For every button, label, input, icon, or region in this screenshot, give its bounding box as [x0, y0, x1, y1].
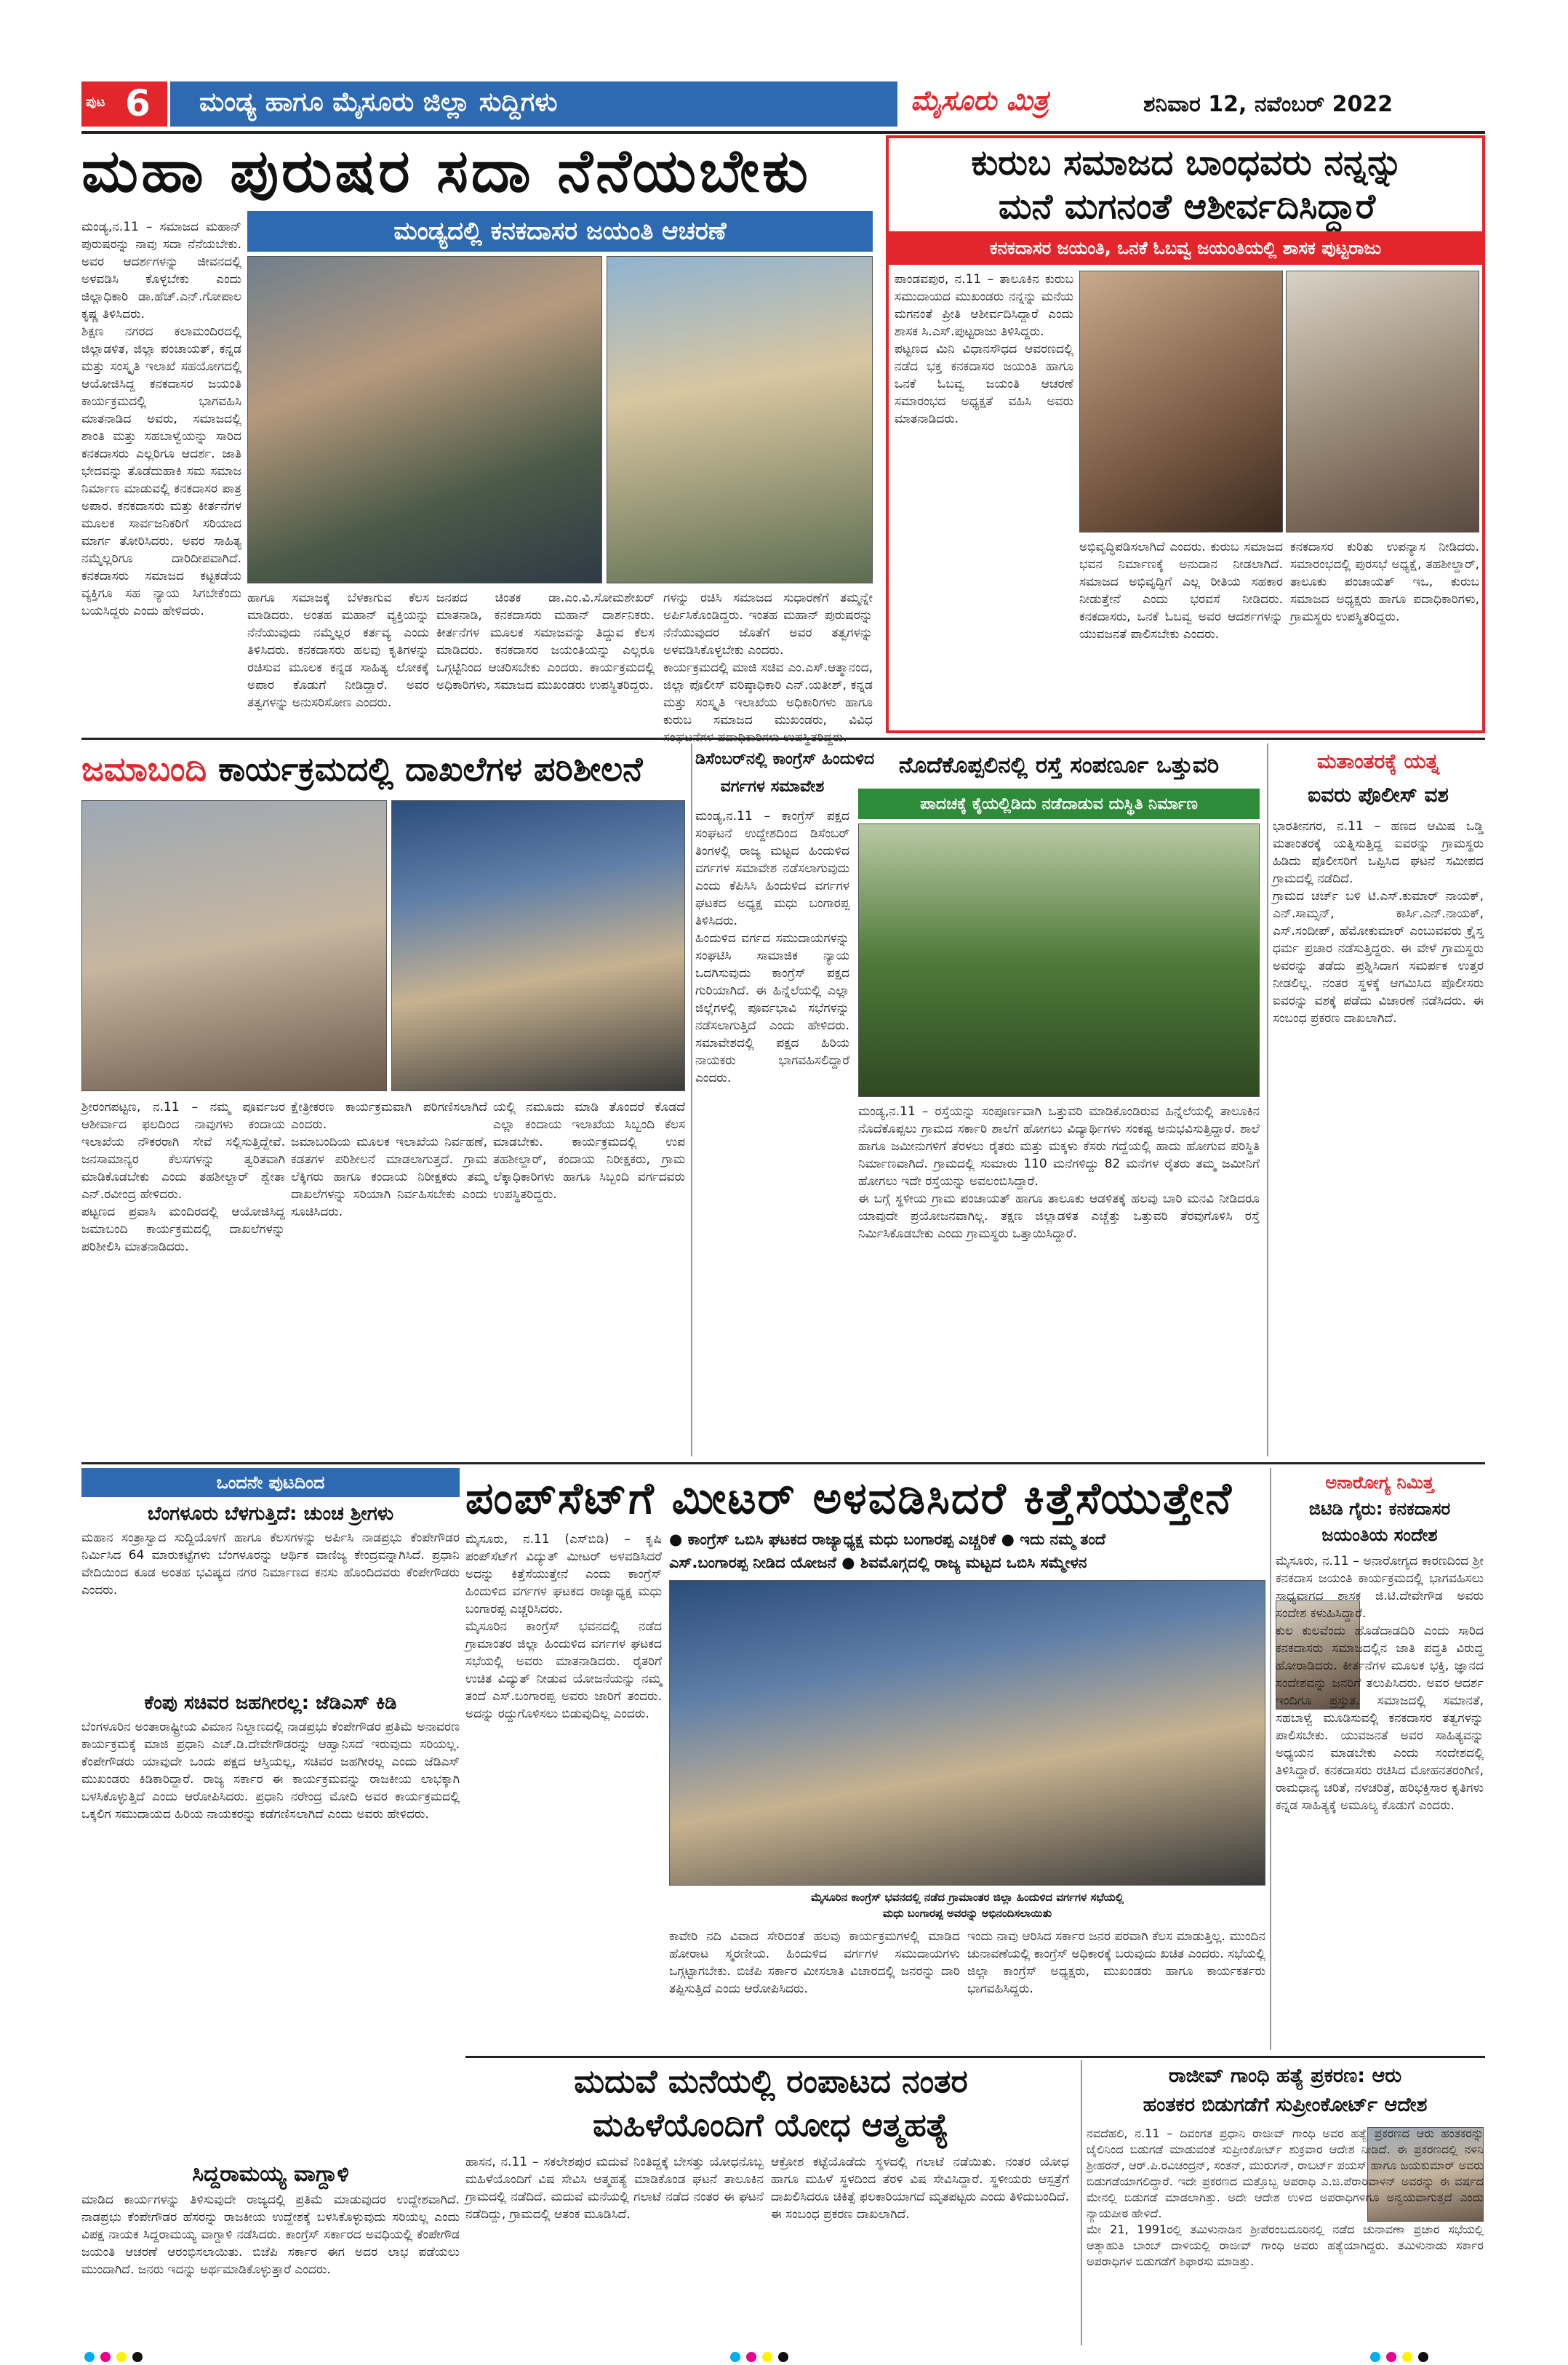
story1-photo-left — [247, 256, 602, 583]
story8-headline-line3: ಜಯಂತಿಯ ಸಂದೇಶ — [1321, 1525, 1438, 1545]
story4-body: ಮಂಡ್ಯ,ನ.11 – ಕಾಂಗ್ರೆಸ್ ಪಕ್ಷದ ಸಂಘಟನೆ ಉದ್ದೇಶದಿಂದ ಡಿಸೆಂಬರ್ ತಿಂಗಳಲ್ಲಿ ರಾಜ್ಯ ಮಟ್ಟದ ಹಿಂದುಳಿದ ವರ್ಗಗಳ ಸಮಾವೇಶ ನಡೆಸಲಾಗುವುದು ಎಂದು ಕೆಪಿಸಿಸಿ ಹಿಂದುಳಿದ ವರ್ಗಗಳ ಘಟಕದ ಅಧ್ಯಕ್ಷ ಮಧು ಬಂಗಾರಪ್ಪ ತಿಳಿಸಿದರು. ಹಿಂದುಳಿದ ವರ್ಗದ ಸಮುದಾಯಗಳನ್ನು ಸಂಘಟಿಸಿ ಸಾಮಾಜಿಕ ನ್ಯಾಯ ಒದಗಿಸುವುದು ಕಾಂಗ್ರೆಸ್ ಪಕ್ಷದ ಗುರಿಯಾಗಿದೆ. ಈ ಹಿನ್ನೆಲೆಯಲ್ಲಿ ಎಲ್ಲಾ ಜಿಲ್ಲೆಗಳಲ್ಲಿ ಪೂರ್ವಭಾವಿ ಸಭೆಗಳನ್ನು ನಡೆಸಲಾಗುತ್ತಿದೆ ಎಂದು ಹೇಳಿದರು. ಸಮಾವೇಶದಲ್ಲಿ ಪಕ್ಷದ ಹಿರಿಯ ನಾಯಕರು ಭಾಗವಹಿಸಲಿದ್ದಾರೆ ಎಂದರು. — [695, 809, 849, 1085]
story10-body: ನವದೆಹಲಿ, ನ.11 – ದಿವಂಗತ ಪ್ರಧಾನಿ ರಾಜೀವ್ ಗಾಂಧಿ ಅವರ ಹತ್ಯೆ ಪ್ರಕರಣದ ಆರು ಹಂತಕರನ್ನು ಜೈಲಿನಿಂದ ಬಿಡುಗಡೆ ಮಾಡುವಂತೆ ಸುಪ್ರೀಂಕೋರ್ಟ್ ಶುಕ್ರವಾರ ಆದೇಶ ನೀಡಿದೆ. ಈ ಪ್ರಕರಣದಲ್ಲಿ ನಳಿನಿ ಶ್ರೀಹರನ್, ಆರ್.ಪಿ.ರವಿಚಂದ್ರನ್, ಸಂತನ್, ಮುರುಗನ್, ರಾಬರ್ಟ್ ಪಯಸ್ ಹಾಗೂ ಜಯಕುಮಾರ್ ಅವರು ಬಿಡುಗಡೆಯಾಗಲಿದ್ದಾರೆ. ಇದೇ ಪ್ರಕರಣದ ಮತ್ತೊಬ್ಬ ಅಪರಾಧಿ ಎ.ಜಿ.ಪೆರಾರಿವಾಳನ್ ಅವರನ್ನು ಈ ವರ್ಷದ ಮೇನಲ್ಲಿ ಬಿಡುಗಡೆ ಮಾಡಲಾಗಿತ್ತು. ಅದೇ ಆದೇಶ ಉಳಿದ ಅಪರಾಧಿಗಳಿಗೂ ಅನ್ವಯವಾಗುತ್ತದೆ ಎಂದು ನ್ಯಾಯಪೀಠ ಹೇಳಿದೆ. ಮೇ 21, 1991ರಲ್ಲಿ ತಮಿಳುನಾಡಿನ ಶ್ರೀಪೆರಂಬದೂರಿನಲ್ಲಿ ನಡೆದ ಚುನಾವಣಾ ಪ್ರಚಾರ ಸಭೆಯಲ್ಲಿ ಆತ್ಮಾಹುತಿ ಬಾಂಬ್ ದಾಳಿಯಲ್ಲಿ ರಾಜೀವ್ ಗಾಂಧಿ ಅವರು ಹತ್ಯೆಯಾಗಿದ್ದರು. ತಮಿಳುನಾಡು ಸರ್ಕಾರ ಅಪರಾಧಿಗಳ ಬಿಡುಗಡೆಗೆ ಶಿಫಾರಸು ಮಾಡಿತ್ತು. — [1087, 2126, 1484, 2268]
story2-col2: ಅಭಿವೃದ್ಧಿಪಡಿಸಲಾಗಿದೆ ಎಂದರು. ಕುರುಬ ಸಮಾಜದ ಭವನ ನಿರ್ಮಾಣಕ್ಕೆ ಅನುದಾನ ನೀಡಲಾಗಿದೆ. ಸಮಾಜದ ಅಭಿವೃದ್ಧಿಗೆ ಎಲ್ಲ ರೀತಿಯ ಸಹಕಾರ ನೀಡುತ್ತೇನೆ ಎಂದು ಭರವಸೆ ನೀಡಿದರು. ಕನಕದಾಸರು, ಒನಕೆ ಓಬವ್ವ ಅವರ ಆದರ್ಶಗಳನ್ನು ಯುವಜನತೆ ಪಾಲಿಸಬೇಕು ಎಂದರು. — [1079, 540, 1287, 642]
story9-col2: ಆಕ್ರೋಶ ಕಟ್ಟೆಯೊಡೆದು ಸ್ಥಳದಲ್ಲಿ ಗಲಾಟೆ ನಡೆಯಿತು. ನಂತರ ಯೋಧ ಹಾಗೂ ಮಹಿಳೆ ಸ್ಥಳದಿಂದ ತೆರಳಿ ವಿಷ ಸೇವಿಸಿದ್ದಾರೆ. ಸ್ಥಳೀಯರು ಆಸ್ಪತ್ರೆಗೆ ದಾಖಲಿಸಿದರೂ ಚಿಕಿತ್ಸೆ ಫಲಕಾರಿಯಾಗದೆ ಮೃತಪಟ್ಟರು ಎಂದು ತಿಳಿದುಬಂದಿದೆ. ಈ ಸಂಬಂಧ ಪ್ರಕರಣ ದಾಖಲಾಗಿದೆ. — [771, 2155, 1073, 2222]
story1-col3: ಜನಪದ ಚಿಂತಕ ಡಾ.ಎಂ.ವಿ.ಸೋಮಶೇಖರ್ ಮಾತನಾಡಿ, ಕನಕದಾಸರು ಮಹಾನ್ ದಾರ್ಶನಿಕರು. ಕೀರ್ತನೆಗಳ ಮೂಲಕ ಸಮಾಜವನ್ನು ತಿದ್ದುವ ಕೆಲಸ ಮಾಡಿದರು. ಕನಕದಾಸರ ಜಯಂತಿಯನ್ನು ಎಲ್ಲರೂ ಒಗ್ಗಟ್ಟಿನಿಂದ ಆಚರಿಸಬೇಕು ಎಂದರು. ಕಾರ್ಯಕ್ರಮದಲ್ಲಿ ಅಧಿಕಾರಿಗಳು, ಸಮಾಜದ ಮುಖಂಡರು ಉಪಸ್ಥಿತರಿದ್ದರು. — [436, 591, 659, 693]
story3-headline — [81, 743, 692, 794]
issue-date: ಶನಿವಾರ 12, ನವೆಂಬರ್ 2022 — [1143, 92, 1393, 117]
story7-col1: ಮೈಸೂರು, ನ.11 (ಎಸ್‌ಬಿಡಿ) – ಕೃಷಿ ಪಂಪ್‌ಸೆಟ್‌ಗೆ ವಿದ್ಯುತ್ ಮೀಟರ್ ಅಳವಡಿಸಿದರೆ ಅದನ್ನು ಕಿತ್ತೆಸೆಯುತ್ತೇನೆ ಎಂದು ಕಾಂಗ್ರೆಸ್ ಹಿಂದುಳಿದ ವರ್ಗಗಳ ಘಟಕದ ರಾಜ್ಯಾಧ್ಯಕ್ಷ ಮಧು ಬಂಗಾರಪ್ಪ ಎಚ್ಚರಿಸಿದರು. ಮೈಸೂರಿನ ಕಾಂಗ್ರೆಸ್ ಭವನದಲ್ಲಿ ನಡೆದ ಗ್ರಾಮಾಂತರ ಜಿಲ್ಲಾ ಹಿಂದುಳಿದ ವರ್ಗಗಳ ಘಟಕದ ಸಭೆಯಲ್ಲಿ ಅವರು ಮಾತನಾಡಿದರು. ರೈತರಿಗೆ ಉಚಿತ ವಿದ್ಯುತ್ ನೀಡುವ ಯೋಜನೆಯನ್ನು ನಮ್ಮ ತಂದೆ ಎಸ್.ಬಂಗಾರಪ್ಪ ಅವರು ಜಾರಿಗೆ ತಂದರು. ಅದನ್ನು ರದ್ದುಗೊಳಿಸಲು ಬಿಡುವುದಿಲ್ಲ ಎಂದರು. — [465, 1532, 662, 1721]
story4-headline-line2: ವರ್ಗಗಳ ಸಮಾವೇಶ — [720, 778, 825, 796]
story1-col4-text: ಗಳನ್ನು ರಚಿಸಿ ಸಮಾಜದ ಸುಧಾರಣೆಗೆ ತಮ್ಮನ್ನೇ ಅರ್ಪಿಸಿಕೊಂಡಿದ್ದರು. ಇಂತಹ ಮಹಾನ್ ಪುರುಷರನ್ನು ನೆನೆಯುವುದರ ಜೊತೆಗೆ ಅವರ ತತ್ವಗಳನ್ನು ಅಳವಡಿಸಿಕೊಳ್ಳಬೇಕು ಎಂದರು. ಕಾರ್ಯಕ್ರಮದಲ್ಲಿ ಮಾಜಿ ಸಚಿವ ಎಂ.ಎಸ್.ಆತ್ಮಾನಂದ, ಜಿಲ್ಲಾ ಪೊಲೀಸ್ ವರಿಷ್ಠಾಧಿಕಾರಿ ಎನ್.ಯತೀಶ್, ಕನ್ನಡ ಮತ್ತು ಸಂಸ್ಕೃತಿ ಇಲಾಖೆಯ ಅಧಿಕಾರಿಗಳು ಹಾಗೂ ಕುರುಬ ಸಮಾಜದ ಮುಖಂಡರು, ವಿವಿಧ — [663, 591, 873, 727]
story9-col1: ಹಾಸನ, ನ.11 – ಸಕಲೇಶಪುರ ಮದುವೆ ನಿಂತಿದ್ದಕ್ಕೆ ಬೇಸತ್ತು ಯೋಧನೊಬ್ಬ ಮಹಿಳೆಯೊಂದಿಗೆ ವಿಷ ಸೇವಿಸಿ ಆತ್ಮಹತ್ಯೆ ಮಾಡಿಕೊಂಡ ಘಟನೆ ತಾಲೂಕಿನ ಗ್ರಾಮದಲ್ಲಿ ನಡೆದಿದೆ. ಮದುವೆ ಮನೆಯಲ್ಲಿ ಗಲಾಟೆ ನಡೆದ ನಂತರ ಈ ಘಟನೆ ನಡೆದಿದ್ದು, ಗ್ರಾಮದಲ್ಲಿ ಆತಂಕ ಮೂಡಿಸಿದೆ. — [465, 2155, 768, 2222]
story1-col1: ಮಂಡ್ಯ,ನ.11 – ಸಮಾಜದ ಮಹಾನ್ ಪುರುಷರನ್ನು ನಾವು ಸದಾ ನೆನೆಯಬೇಕು. ಅವರ ಆದರ್ಶಗಳನ್ನು ಜೀವನದಲ್ಲಿ ಅಳವಡಿಸಿ ಕೊಳ್ಳಬೇಕು ಎಂದು ಜಿಲ್ಲಾಧಿಕಾರಿ ಡಾ.ಹೆಚ್.ಎನ್.ಗೋಪಾಲ ಕೃಷ್ಣ ತಿಳಿಸಿದರು. ಶಿಕ್ಷಣ ನಗರದ ಕಲಾಮಂದಿರದಲ್ಲಿ ಜಿಲ್ಲಾಡಳಿತ, ಜಿಲ್ಲಾ ಪಂಚಾಯತ್, ಕನ್ನಡ ಮತ್ತು ಸಂಸ್ಕೃತಿ ಇಲಾಖೆ ಸಹಯೋಗದಲ್ಲಿ ಆಯೋಜಿಸಿದ್ದ ಕನಕದಾಸರ ಜಯಂತಿ ಕಾರ್ಯಕ್ರಮದಲ್ಲಿ ಭಾಗವಹಿಸಿ ಮಾತನಾಡಿದ ಅವರು, ಸಮಾಜದಲ್ಲಿ ಶಾಂತಿ ಮತ್ತು ಸಹಬಾಳ್ವೆಯನ್ನು ಸಾರಿದ ಕನಕದಾಸರು ಎಲ್ಲರಿಗೂ ಆದರ್ಶ. ಜಾತಿ ಭೇದವನ್ನು ತೊಡೆದುಹಾಕಿ ಸಮ ಸಮಾಜ ನಿರ್ಮಾಣ ಮಾಡುವಲ್ಲಿ ಕನಕದಾಸರ ಪಾತ್ರ ಅಪಾರ. ಕನಕದಾಸರು ಮತ್ತು ಕೀರ್ತನೆಗಳ ಮೂಲಕ ಸಾರ್ವಜನಿಕರಿಗೆ ಸರಿಯಾದ ಮಾರ್ಗ ತೋರಿಸಿದರು. ಅವರ ಸಾಹಿತ್ಯ ನಮ್ಮೆಲ್ಲರಿಗೂ ದಾರಿದೀಪವಾಗಿದೆ. ಕನಕದಾಸರು ಸಮಾಜದ ಕಟ್ಟಕಡೆಯ ವ್ಯಕ್ತಿಗೂ ಸಹ ನ್ಯಾಯ ಸಿಗಬೇಕೆಂದು ಬಯಸಿದ್ದರು ಎಂದು ಹೇಳಿದರು. — [81, 220, 241, 618]
paper-name-logo — [911, 84, 1129, 124]
story8-body: ಮೈಸೂರು, ನ.11 – ಅನಾರೋಗ್ಯದ ಕಾರಣದಿಂದ ಶ್ರೀ ಕನಕದಾಸ ಜಯಂತಿ ಕಾರ್ಯಕ್ರಮದಲ್ಲಿ ಭಾಗವಹಿಸಲು ಸಾಧ್ಯವಾಗದ ಶಾಸಕ ಜಿ.ಟಿ.ದೇವೇಗೌಡ ಅವರು ಸಂದೇಶ ಕಳುಹಿಸಿದ್ದಾರೆ. ಕುಲ ಕುಲವೆಂದು ಹೊಡೆದಾಡದಿರಿ ಎಂದು ಸಾರಿದ ಕನಕದಾಸರು ಸಮಾಜದಲ್ಲಿನ ಜಾತಿ ಪದ್ಧತಿ ವಿರುದ್ಧ ಹೋರಾಡಿದರು. ಕೀರ್ತನೆಗಳ ಮೂಲಕ ಭಕ್ತಿ, ಜ್ಞಾನದ ಸಂದೇಶವನ್ನು ಜನರಿಗೆ ತಲುಪಿಸಿದರು. ಅವರ ಆದರ್ಶ ಇಂದಿಗೂ ಪ್ರಸ್ತುತ. ಸಮಾಜದಲ್ಲಿ ಸಮಾನತೆ, ಸಹಬಾಳ್ವೆ ಮೂಡಿಸುವಲ್ಲಿ ಕನಕದಾಸರ ತತ್ವಗಳನ್ನು ಪಾಲಿಸಬೇಕು. ಯುವಜನತೆ ಅವರ ಸಾಹಿತ್ಯವನ್ನು ಅಧ್ಯಯನ ಮಾಡಬೇಕು ಎಂದು ಸಂದೇಶದಲ್ಲಿ ತಿಳಿಸಿದ್ದಾರೆ. ಕನಕದಾಸರು ರಚಿಸಿದ ಮೋಹನತರಂಗಿಣಿ, ರಾಮಧಾನ್ಯ ಚರಿತೆ, ನಳಚರಿತ್ರೆ, ಹರಿಭಕ್ತಿಸಾರ ಕೃತಿಗಳು ಕನ್ನಡ ಸಾಹಿತ್ಯಕ್ಕೆ ಅಮೂಲ್ಯ ಕೊಡುಗೆ ಎಂದರು. — [1276, 1554, 1484, 1813]
story7-deck2: ಎಸ್.ಬಂಗಾರಪ್ಪ ನೀಡಿದ ಯೋಜನೆ ● ಶಿವಮೊಗ್ಗದಲ್ಲಿ ರಾಜ್ಯ ಮಟ್ಟದ ಒಬಿಸಿ ಸಮ್ಮೇಳನ — [669, 1554, 1087, 1571]
story10-headline-line2: ಹಂತಕರ ಬಿಡುಗಡೆಗೆ ಸುಪ್ರೀಂಕೋರ್ಟ್ ಆದೇಶ — [1143, 2094, 1428, 2116]
story3-col1: ಶ್ರೀರಂಗಪಟ್ಟಣ, ನ.11 – ನಮ್ಮ ಪೂರ್ವಜರ ಆಶೀರ್ವಾದ ಫಲದಿಂದ ನಾವುಗಳು ಕಂದಾಯ ಇಲಾಖೆಯ ನೌಕರರಾಗಿ ಸೇವೆ ಸಲ್ಲಿಸುತ್ತಿದ್ದೇವೆ. ಜನಸಾಮಾನ್ಯರ ಕೆಲಸಗಳನ್ನು ತ್ವರಿತವಾಗಿ ಮಾಡಿಕೊಡಬೇಕು ಎಂದು ತಹಶೀಲ್ದಾರ್ ಶ್ವೇತಾ ಎನ್.ರವೀಂದ್ರ ಹೇಳಿದರು. ಪಟ್ಟಣದ ಪ್ರವಾಸಿ ಮಂದಿರದಲ್ಲಿ ಆಯೋಜಿಸಿದ್ದ ಜಮಾಬಂದಿ ಕಾರ್ಯಕ್ರಮದಲ್ಲಿ ದಾಖಲೆಗಳನ್ನು ಪರಿಶೀಲಿಸಿ ಮಾತನಾಡಿದರು. — [81, 1100, 285, 1254]
story4-headline-line1: ಡಿಸೆಂಬರ್‌ನಲ್ಲಿ ಕಾಂಗ್ರೆಸ್ ಹಿಂದುಳಿದ — [695, 750, 875, 768]
registration-marks-center — [727, 2351, 873, 2363]
story3-headline-red: ಜಮಾಬಂದಿ — [81, 749, 207, 789]
story1-band: ಮಂಡ್ಯದಲ್ಲಿ ಕನಕದಾಸರ ಜಯಂತಿ ಆಚರಣೆ — [247, 211, 873, 252]
story2-box — [886, 135, 1485, 733]
story9-headline-line2: ಮಹಿಳೆಯೊಂದಿಗೆ ಯೋಧ ಆತ್ಮಹತ್ಯೆ — [593, 2107, 949, 2144]
story7-photo — [669, 1580, 1265, 1886]
continued-t1: ಮಹಾನ ಸಂತ್ರಾಸ್ವಾದ ಸುದ್ದಿಯೊಳಗೆ ಹಾಗೂ ಕೆಲಸಗಳನ್ನು ಅರ್ಪಿಸಿ ನಾಡಪ್ರಭು ಕೆಂಪೇಗೌಡರ ನಿರ್ಮಿಸಿದ 64 ಮಾರುಕಟ್ಟೆಗಳು ಬೆಂಗಳೂರನ್ನು ಆರ್ಥಿಕ ವಾಣಿಜ್ಯ ಕೇಂದ್ರವನ್ನಾಗಿಸಿದೆ. ಪ್ರಧಾನಿ ವೇದಿಯಿಂದ ಕೂಡ ಅಂತಹ ಭವಿಷ್ಯದ ನಗರ ನಿರ್ಮಾಣದ ಕನಸು ಹೊಂದಿದವರು ಕೆಂಪೇಗೌಡರು ಎಂದರು. — [81, 1531, 464, 1598]
story1-headline: ಮಹಾ ಪುರುಷರ ಸದಾ ನೆನೆಯಬೇಕು — [81, 137, 812, 206]
story5-headline: ನೊದೆಕೊಪ್ಪಲಿನಲ್ಲಿ ರಸ್ತೆ ಸಂಪರ್ಣೂ ಒತ್ತುವರಿ — [898, 752, 1220, 778]
registration-marks-right — [1367, 2351, 1513, 2363]
story9-headline-line1: ಮದುವೆ ಮನೆಯಲ್ಲಿ ರಂಪಾಟದ ನಂತರ — [574, 2063, 968, 2100]
story5-photo — [858, 823, 1260, 1097]
story3-col2: ಕ್ಷೇತ್ರೀಕರಣ ಕಾರ್ಯಕ್ರಮವಾಗಿ ಪರಿಗಣಿಸಲಾಗಿದೆ ಎಂದರು. ಜಮಾಬಂದಿಯ ಮೂಲಕ ಇಲಾಖೆಯ ನಿರ್ವಹಣೆ, ಕಡತಗಳ ಪರಿಶೀಲನೆ ಮಾಡಲಾಗುತ್ತದೆ. ಗ್ರಾಮ ಲೆಕ್ಕಿಗರು ಹಾಗೂ ಕಂದಾಯ ನಿರೀಕ್ಷಕರು ತಮ್ಮ ದಾಖಲೆಗಳನ್ನು ಸರಿಯಾಗಿ ನಿರ್ವಹಿಸಬೇಕು ಎಂದು ಸೂಚಿಸಿದರು. — [291, 1100, 487, 1219]
story1-col2: ಹಾಗೂ ಸಮಾಜಕ್ಕೆ ಬೆಳಕಾಗುವ ಕೆಲಸ ಮಾಡಿದರು. ಅಂತಹ ಮಹಾನ್ ವ್ಯಕ್ತಿಯನ್ನು ನೆನೆಯುವುದು ನಮ್ಮೆಲ್ಲರ ಕರ್ತವ್ಯ ಎಂದು ತಿಳಿಸಿದರು. ಕನಕದಾಸರು ಹಲವು ಕೃತಿಗಳನ್ನು ರಚಿಸುವ ಮೂಲಕ ಕನ್ನಡ ಸಾಹಿತ್ಯ ಲೋಕಕ್ಕೆ ಅಪಾರ ಕೊಡುಗೆ ನೀಡಿದ್ದಾರೆ. ಅವರ ತತ್ವಗಳನ್ನು ಅನುಸರಿಸೋಣ ಎಂದರು. — [247, 591, 433, 710]
story7-caption2: ಮಧು ಬಂಗಾರಪ್ಪ ಅವರನ್ನು ಅಭಿನಂದಿಸಲಾಯಿತು — [882, 1907, 1052, 1920]
story6-headline-red: ಮತಾಂತರಕ್ಕೆ ಯತ್ನ — [1316, 749, 1440, 773]
continued-label: ಒಂದನೇ ಪುಟದಿಂದ — [81, 1468, 460, 1497]
section-title: ಮಂಡ್ಯ ಹಾಗೂ ಮೈಸೂರು ಜಿಲ್ಲಾ ಸುದ್ದಿಗಳು — [199, 87, 558, 117]
story10-headline-line1: ರಾಜೀವ್ ಗಾಂಧಿ ಹತ್ಯೆ ಪ್ರಕರಣ: ಆರು — [1168, 2065, 1402, 2087]
row2-rule — [81, 1462, 1485, 1464]
story7-col3: ಇಂದು ನಾವು ಆರಿಸಿದ ಸರ್ಕಾರ ಜನರ ಪರವಾಗಿ ಕೆಲಸ ಮಾಡುತ್ತಿಲ್ಲ. ಮುಂದಿನ ಚುನಾವಣೆಯಲ್ಲಿ ಕಾಂಗ್ರೆಸ್ ಅಧಿಕಾರಕ್ಕೆ ಬರುವುದು ಖಚಿತ ಎಂದರು. ಸಭೆಯಲ್ಲಿ ಜಿಲ್ಲಾ ಕಾಂಗ್ರೆಸ್ ಅಧ್ಯಕ್ಷರು, ಮುಖಂಡರು ಹಾಗೂ ಕಾರ್ಯಕರ್ತರು ಭಾಗವಹಿಸಿದ್ದರು. — [967, 1929, 1270, 1996]
story3-col3: ಯಲ್ಲಿ ನಮೂದು ಮಾಡಿ ತೊಂದರೆ ಕೊಡದೆ ಎಲ್ಲಾ ಕಂದಾಯ ಇಲಾಖೆಯ ಸಿಬ್ಬಂದಿ ಕೆಲಸ ಮಾಡಬೇಕು. ಕಾರ್ಯಕ್ರಮದಲ್ಲಿ ಉಪ ತಹಶೀಲ್ದಾರ್, ಕಂದಾಯ ನಿರೀಕ್ಷಕರು, ಗ್ರಾಮ ಲೆಕ್ಕಾಧಿಕಾರಿಗಳು ಹಾಗೂ ಸಿಬ್ಬಂದಿ ವರ್ಗದವರು ಉಪಸ್ಥಿತರಿದ್ದರು. — [493, 1100, 689, 1202]
story6-body: ಭಾರತೀನಗರ, ನ.11 – ಹಣದ ಆಮಿಷ ಒಡ್ಡಿ ಮತಾಂತರಕ್ಕೆ ಯತ್ನಿಸುತ್ತಿದ್ದ ಐವರನ್ನು ಗ್ರಾಮಸ್ಥರು ಹಿಡಿದು ಪೊಲೀಸರಿಗೆ ಒಪ್ಪಿಸಿದ ಘಟನೆ ಸಮೀಪದ ಗ್ರಾಮದಲ್ಲಿ ನಡೆದಿದೆ. ಗ್ರಾಮದ ಚರ್ಚ್ ಬಳಿ ಟಿ.ಎಸ್.ಕುಮಾರ್ ನಾಯಕ್, ಎನ್.ಸಾಮ್ಸನ್, ಕಾರ್ಸಿ.ಎನ್.ನಾಯಕ್, ಎಸ್.ಸಂದೀಪ್, ಹೆಮೋಕುಮಾರ್ ಎಂಬುವವರು ಕ್ರೈಸ್ತ ಧರ್ಮ ಪ್ರಚಾರ ನಡೆಸುತ್ತಿದ್ದರು. ಈ ವೇಳೆ ಗ್ರಾಮಸ್ಥರು ಅವರನ್ನು ತಡೆದು ಪ್ರಶ್ನಿಸಿದಾಗ ಸಮರ್ಪಕ ಉತ್ತರ ನೀಡಲಿಲ್ಲ. ನಂತರ ಸ್ಥಳಕ್ಕೆ ಆಗಮಿಸಿದ ಪೊಲೀಸರು ಐವರನ್ನು ವಶಕ್ಕೆ ಪಡೆದು ವಿಚಾರಣೆ ನಡೆಸಿದರು. ಈ ಸಂಬಂಧ ಪ್ರಕರಣ ದಾಖಲಾಗಿದೆ. — [1273, 819, 1484, 1026]
paper-name: ಮೈಸೂರು ಮಿತ್ರ — [911, 84, 1049, 116]
story3-photo-right — [391, 800, 685, 1091]
story2-col3: ಕನಕದಾಸರ ಕುರಿತು ಉಪನ್ಯಾಸ ನೀಡಿದರು. ಸಮಾರಂಭದಲ್ಲಿ ಪುರಸಭೆ ಅಧ್ಯಕ್ಷೆ, ತಹಶೀಲ್ದಾರ್, ತಾಲೂಕು ಪಂಚಾಯತ್ ಇಒ, ಕುರುಬ ಸಮಾಜದ ಅಧ್ಯಕ್ಷರು ಹಾಗೂ ಪದಾಧಿಕಾರಿಗಳು, ಗ್ರಾಮಸ್ಥರು ಉಪಸ್ಥಿತರಿದ್ದರು. — [1290, 540, 1484, 624]
continued-h1: ಬೆಂಗಳೂರು ಬೆಳಗುತ್ತಿದೆ: ಚುಂಚ ಶ್ರೀಗಳು — [147, 1503, 394, 1525]
continued-t2: ಬೆಂಗಳೂರಿನ ಅಂತಾರಾಷ್ಟ್ರೀಯ ವಿಮಾನ ನಿಲ್ದಾಣದಲ್ಲಿ ನಾಡಪ್ರಭು ಕೆಂಪೇಗೌಡರ ಪ್ರತಿಮೆ ಅನಾವರಣ ಕಾರ್ಯಕ್ರಮಕ್ಕೆ ಮಾಜಿ ಪ್ರಧಾನಿ ಎಚ್.ಡಿ.ದೇವೇಗೌಡರನ್ನು ಆಹ್ವಾನಿಸದೆ ಇರುವುದು ಸರಿಯಲ್ಲ. ಕೆಂಪೇಗೌಡರು ಯಾವುದೇ ಒಂದು ಪಕ್ಷದ ಆಸ್ತಿಯಲ್ಲ, ಸಚಿವರ ಜಹಗೀರಲ್ಲ ಎಂದು ಜೆಡಿಎಸ್ ಮುಖಂಡರು ಕಿಡಿಕಾರಿದ್ದಾರೆ. ರಾಜ್ಯ ಸರ್ಕಾರ ಈ ಕಾರ್ಯಕ್ರಮವನ್ನು ರಾಜಕೀಯ ಲಾಭಕ್ಕಾಗಿ ಬಳಸಿಕೊಳ್ಳುತ್ತಿದೆ ಎಂದು ಆರೋಪಿಸಿದರು. ಪ್ರಧಾನಿ ನರೇಂದ್ರ ಮೋದಿ ಅವರ ಕಾರ್ಯಕ್ರಮದಲ್ಲಿ ಒಕ್ಕಲಿಗ ಸಮುದಾಯದ ಹಿರಿಯ ನಾಯಕರನ್ನು ಕಡೆಗಣಿಸಲಾಗಿದೆ ಎಂದು ಅವರು ಹೇಳಿದರು. — [81, 1720, 464, 1822]
page-label-box — [81, 81, 167, 127]
story2-headline-line1: ಕುರುಬ ಸಮಾಜದ ಬಾಂಧವರು ನನ್ನನ್ನು — [971, 143, 1403, 183]
story5-band: ಪಾದಚಕ್ಕೆ ಕೈಯಲ್ಲಿಡಿದು ನಡೆದಾಡುವ ದುಸ್ಥಿತಿ ನಿರ್ಮಾಣ — [858, 789, 1260, 819]
story7-headline: ಪಂಪ್‌ಸೆಟ್‌ಗೆ ಮೀಟರ್ ಅಳವಡಿಸಿದರೆ ಕಿತ್ತೆಸೆಯುತ್ತೇನೆ — [465, 1473, 1233, 1524]
page-number: 6 — [125, 82, 151, 124]
story1-photo-right — [607, 256, 873, 583]
row1-rule — [81, 738, 1485, 740]
story8-headline-line2: ಜಿಟಿಡಿ ಗೈರು: ಕನಕದಾಸರ — [1308, 1499, 1451, 1519]
story8-headline-red: ಅನಾರೋಗ್ಯ ನಿಮಿತ್ತ — [1325, 1472, 1434, 1493]
masthead — [81, 81, 1485, 127]
continued-h2: ಕೆಂಪು ಸಚಿವರ ಜಹಗೀರಲ್ಲ: ಜೆಡಿಎಸ್ ಕಿಡಿ — [144, 1692, 397, 1714]
story2-photo-left — [1079, 271, 1283, 533]
story7-caption1: ಮೈಸೂರಿನ ಕಾಂಗ್ರೆಸ್ ಭವನದಲ್ಲಿ ನಡೆದ ಗ್ರಾಮಾಂತರ ಜಿಲ್ಲಾ ಹಿಂದುಳಿದ ವರ್ಗಗಳ ಸಭೆಯಲ್ಲಿ — [810, 1891, 1124, 1904]
story2-band: ಕನಕದಾಸರ ಜಯಂತಿ, ಒನಕೆ ಓಬವ್ವ ಜಯಂತಿಯಲ್ಲಿ ಶಾಸಕ ಪುಟ್ಟರಾಜು — [889, 231, 1482, 265]
story5-body: ಮಂಡ್ಯ,ನ.11 – ರಸ್ತೆಯನ್ನು ಸಂಪೂರ್ಣವಾಗಿ ಒತ್ತುವರಿ ಮಾಡಿಕೊಂಡಿರುವ ಹಿನ್ನೆಲೆಯಲ್ಲಿ ತಾಲೂಕಿನ ನೊದೆಕೊಪ್ಪಲು ಗ್ರಾಮದ ಸರ್ಕಾರಿ ಶಾಲೆಗೆ ಹೋಗಲು ವಿದ್ಯಾರ್ಥಿಗಳು ಸಂಕಷ್ಟ ಅನುಭವಿಸುತ್ತಿದ್ದಾರೆ. ಶಾಲೆ ಹಾಗೂ ಜಮೀನುಗಳಿಗೆ ತೆರಳಲು ರೈತರು ಮತ್ತು ಮಕ್ಕಳು ಕೆಸರು ಗದ್ದೆಯಲ್ಲಿ ಹಾದು ಹೋಗುವ ಪರಿಸ್ಥಿತಿ ನಿರ್ಮಾಣವಾಗಿದೆ. ಗ್ರಾಮದಲ್ಲಿ ಸುಮಾರು 110 ಮನೆಗಳಿದ್ದು 82 ಮನೆಗಳ ರೈತರು ತಮ್ಮ ಜಮೀನಿಗೆ ಹೋಗಲು ಇದೇ ರಸ್ತೆಯನ್ನು ಅವಲಂಬಿಸಿದ್ದಾರೆ. ಈ ಬಗ್ಗೆ ಸ್ಥಳೀಯ ಗ್ರಾಮ ಪಂಚಾಯತ್ ಹಾಗೂ ತಾಲೂಕು ಆಡಳಿತಕ್ಕೆ ಹಲವು ಬಾರಿ ಮನವಿ ನೀಡಿದರೂ ಯಾವುದೇ ಪ್ರಯೋಜನವಾಗಿಲ್ಲ. ತಕ್ಷಣ ಜಿಲ್ಲಾಡಳಿತ ಎಚ್ಚೆತ್ತು ಒತ್ತುವರಿ ತೆರವುಗೊಳಿಸಿ ರಸ್ತೆ ನಿರ್ಮಿಸಿಕೊಡಬೇಕು ಎಂದು ಗ್ರಾಮಸ್ಥರು ಒತ್ತಾಯಿಸಿದ್ದಾರೆ. — [858, 1104, 1260, 1241]
registration-marks-left — [81, 2351, 227, 2363]
story3-photo-left — [81, 800, 387, 1091]
section-title-box — [170, 81, 897, 127]
story3-headline-rest: ಕಾರ್ಯಕ್ರಮದಲ್ಲಿ ದಾಖಲೆಗಳ ಪರಿಶೀಲನೆ — [218, 749, 643, 789]
story7-col2: ಕಾವೇರಿ ನದಿ ವಿವಾದ ಸೇರಿದಂತೆ ಹಲವು ಕಾರ್ಯಕ್ರಮಗಳಲ್ಲಿ ಮಾಡಿದ ಹೋರಾಟ ಸ್ಮರಣೀಯ. ಹಿಂದುಳಿದ ವರ್ಗಗಳ ಸಮುದಾಯಗಳು ಒಗ್ಗಟ್ಟಾಗಬೇಕು. ಬಿಜೆಪಿ ಸರ್ಕಾರ ಮೀಸಲಾತಿ ವಿಚಾರದಲ್ಲಿ ಜನರನ್ನು ದಾರಿ ತಪ್ಪಿಸುತ್ತಿದೆ ಎಂದು ಆರೋಪಿಸಿದರು. — [669, 1929, 964, 1996]
masthead-rule — [81, 131, 1485, 134]
page-label: ಪುಟ — [86, 95, 105, 110]
story7-deck1: ● ಕಾಂಗ್ರೆಸ್ ಒಬಿಸಿ ಘಟಕದ ರಾಜ್ಯಾಧ್ಯಕ್ಷ ಮಧು ಬಂಗಾರಪ್ಪ ಎಚ್ಚರಿಕೆ ● ಇದು ನಮ್ಮ ತಂದೆ — [669, 1531, 1106, 1548]
story2-headline-line2: ಮನೆ ಮಗನಂತೆ ಆಶೀರ್ವದಿಸಿದ್ದಾರೆ — [998, 186, 1376, 227]
row3-rule — [465, 2056, 1485, 2058]
story6-headline-line2: ಐವರು ಪೊಲೀಸ್ ವಶ — [1308, 783, 1449, 807]
continued-t3: ಮಾಡಿದ ಕಾರ್ಯಗಳನ್ನು ತಿಳಿಸುವುದೇ ರಾಜ್ಯದಲ್ಲಿ ಪ್ರತಿಮೆ ಮಾಡುವುದರ ಉದ್ದೇಶವಾಗಿದೆ. ನಾಡಪ್ರಭು ಕೆಂಪೇಗೌಡರ ಹೆಸರನ್ನು ರಾಜಕೀಯ ಉದ್ದೇಶಕ್ಕೆ ಬಳಸಿಕೊಳ್ಳುವುದು ಸರಿಯಲ್ಲ ಎಂದು ವಿಪಕ್ಷ ನಾಯಕ ಸಿದ್ದರಾಮಯ್ಯ ವಾಗ್ದಾಳಿ ನಡೆಸಿದರು. ಕಾಂಗ್ರೆಸ್ ಸರ್ಕಾರದ ಅವಧಿಯಲ್ಲಿ ಕೆಂಪೇಗೌಡ ಜಯಂತಿ ಆಚರಣೆ ಆರಂಭಿಸಲಾಯಿತು. ಬಿಜೆಪಿ ಸರ್ಕಾರ ಈಗ ಅದರ ಲಾಭ ಪಡೆಯಲು ಮುಂದಾಗಿದೆ. ಜನರು ಇದನ್ನು ಅರ್ಥಮಾಡಿಕೊಳ್ಳುತ್ತಾರೆ ಎಂದರು. — [81, 2193, 464, 2277]
story2-photo-right — [1286, 271, 1479, 533]
story2-col1: ಪಾಂಡವಪುರ, ನ.11 – ತಾಲೂಕಿನ ಕುರುಬ ಸಮುದಾಯದ ಮುಖಂಡರು ನನ್ನನ್ನು ಮನೆಯ ಮಗನಂತೆ ಪ್ರೀತಿ ಆಶೀರ್ವದಿಸಿದ್ದಾರೆ ಎಂದು ಶಾಸಕ ಸಿ.ಎಸ್.ಪುಟ್ಟರಾಜು ತಿಳಿಸಿದ್ದರು. ಪಟ್ಟಣದ ಮಿನಿ ವಿಧಾನಸೌಧದ ಆವರಣದಲ್ಲಿ ನಡೆದ ಭಕ್ತ ಕನಕದಾಸರ ಜಯಂತಿ ಹಾಗೂ ಒನಕೆ ಓಬವ್ವ ಜಯಂತಿ ಆಚರಣೆ ಸಮಾರಂಭದ ಅಧ್ಯಕ್ಷತೆ ವಹಿಸಿ ಅವರು ಮಾತನಾಡಿದರು. — [895, 272, 1073, 426]
continued-h3: ಸಿದ್ದರಾಮಯ್ಯ ವಾಗ್ದಾಳಿ — [192, 2161, 349, 2187]
